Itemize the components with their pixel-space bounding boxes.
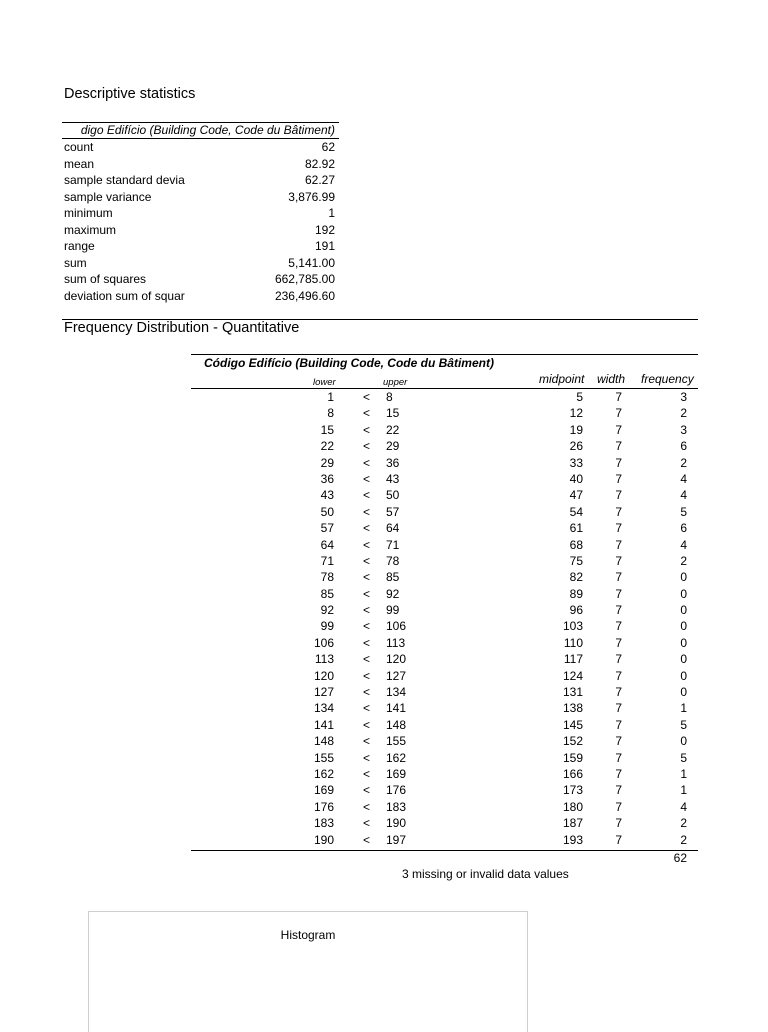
table-top-rule (191, 354, 698, 355)
cell-midpoint: 110 (563, 635, 583, 650)
cell-upper: 99 (386, 603, 400, 618)
cell-lower: 64 (320, 537, 334, 552)
frequency-row (0, 700, 768, 716)
cell-upper: 106 (386, 619, 407, 634)
frequency-variable-title: Código Edifício (Building Code, Code du Bâtiment) (204, 356, 494, 370)
cell-width: 7 (615, 783, 622, 798)
cell-lower: 99 (320, 619, 334, 634)
cell-lower: 162 (313, 766, 334, 781)
cell-lower: 22 (320, 439, 334, 454)
cell-lower: 176 (313, 799, 334, 814)
histogram-chart (88, 911, 528, 1032)
cell-lower: 155 (313, 750, 334, 765)
cell-less-than: < (363, 537, 371, 552)
cell-lower: 148 (313, 734, 334, 749)
cell-less-than: < (363, 406, 371, 421)
stat-row (62, 271, 339, 288)
cell-frequency: 2 (680, 816, 687, 831)
cell-midpoint: 5 (576, 390, 583, 404)
cell-frequency: 2 (680, 832, 687, 847)
cell-upper: 22 (386, 422, 400, 437)
col-header-width: width (597, 372, 626, 386)
cell-frequency: 3 (680, 422, 687, 437)
frequency-row (0, 635, 768, 651)
cell-lower: 36 (320, 471, 334, 486)
cell-width: 7 (615, 603, 622, 618)
cell-lower: 113 (314, 652, 334, 667)
cell-midpoint: 124 (562, 668, 583, 683)
frequency-row (0, 455, 768, 471)
cell-frequency: 0 (680, 603, 687, 618)
cell-frequency: 1 (680, 701, 687, 716)
stat-label: minimum (64, 206, 113, 220)
cell-width: 7 (615, 701, 622, 716)
cell-upper: 169 (386, 766, 407, 781)
cell-less-than: < (363, 750, 371, 765)
frequency-row (0, 799, 768, 815)
frequency-distribution-title: Frequency Distribution - Quantitative (64, 320, 300, 336)
cell-width: 7 (615, 455, 622, 470)
cell-frequency: 4 (680, 799, 687, 814)
cell-width: 7 (615, 717, 622, 732)
stat-label: range (64, 239, 95, 253)
cell-midpoint: 75 (569, 553, 583, 568)
stat-value: 3,876.99 (288, 189, 335, 204)
cell-less-than: < (363, 504, 371, 519)
stat-row (62, 189, 339, 206)
cell-lower: 169 (313, 783, 334, 798)
frequency-row (0, 487, 768, 503)
cell-lower: 141 (313, 717, 334, 732)
cell-less-than: < (363, 652, 371, 667)
cell-upper: 113 (386, 635, 406, 650)
cell-frequency: 0 (680, 586, 687, 601)
frequency-row (0, 684, 768, 700)
cell-width: 7 (615, 816, 622, 831)
cell-midpoint: 180 (562, 799, 583, 814)
cell-less-than: < (363, 799, 371, 814)
stat-row (62, 139, 339, 156)
cell-less-than: < (363, 603, 371, 618)
cell-less-than: < (363, 619, 371, 634)
frequency-rows (0, 389, 768, 848)
cell-upper: 8 (386, 390, 393, 404)
cell-frequency: 6 (680, 439, 687, 454)
descriptive-rows (62, 139, 339, 304)
cell-upper: 15 (386, 406, 400, 421)
cell-less-than: < (363, 553, 371, 568)
cell-less-than: < (363, 455, 371, 470)
frequency-row (0, 405, 768, 421)
cell-width: 7 (615, 570, 622, 585)
stat-value: 82.92 (304, 156, 335, 171)
cell-frequency: 6 (680, 521, 687, 536)
stat-row (62, 238, 339, 255)
stat-label: sum (64, 255, 87, 270)
cell-width: 7 (615, 488, 622, 503)
cell-frequency: 0 (680, 668, 687, 683)
table-bottom-rule (191, 850, 698, 851)
cell-lower: 120 (313, 668, 334, 683)
cell-midpoint: 47 (569, 488, 583, 503)
cell-lower: 43 (320, 488, 334, 503)
cell-width: 7 (615, 750, 622, 765)
cell-less-than: < (363, 701, 371, 716)
cell-frequency: 4 (680, 537, 687, 552)
cell-upper: 183 (386, 799, 407, 814)
cell-upper: 148 (386, 717, 407, 732)
stat-label: sample standard devia (64, 173, 185, 187)
cell-lower: 92 (320, 603, 334, 618)
cell-midpoint: 82 (569, 570, 583, 585)
cell-width: 7 (615, 668, 622, 683)
frequency-row (0, 389, 768, 405)
cell-width: 7 (615, 619, 622, 634)
stat-label: sample variance (64, 189, 152, 204)
cell-width: 7 (615, 521, 622, 536)
cell-upper: 78 (386, 553, 400, 568)
cell-frequency: 2 (680, 406, 687, 421)
cell-lower: 15 (320, 422, 334, 437)
descriptive-statistics-table (62, 122, 339, 304)
cell-width: 7 (615, 390, 622, 404)
cell-upper: 134 (386, 685, 407, 700)
cell-lower: 29 (320, 455, 334, 470)
stat-value: 1 (328, 206, 335, 220)
cell-upper: 190 (386, 816, 407, 831)
frequency-row (0, 422, 768, 438)
cell-upper: 155 (386, 734, 407, 749)
cell-upper: 85 (386, 570, 400, 585)
cell-less-than: < (363, 488, 371, 503)
frequency-row (0, 504, 768, 520)
cell-frequency: 5 (680, 504, 687, 519)
cell-width: 7 (615, 537, 622, 552)
cell-lower: 50 (320, 504, 334, 519)
cell-frequency: 1 (680, 783, 687, 798)
cell-midpoint: 159 (562, 750, 583, 765)
cell-upper: 71 (386, 537, 400, 552)
frequency-row (0, 651, 768, 667)
cell-midpoint: 96 (569, 603, 583, 618)
descriptive-statistics-title: Descriptive statistics (64, 86, 196, 102)
cell-midpoint: 152 (562, 734, 583, 749)
col-header-midpoint: midpoint (539, 372, 585, 386)
frequency-row (0, 750, 768, 766)
cell-upper: 162 (386, 750, 407, 765)
cell-width: 7 (615, 832, 622, 847)
cell-upper: 50 (386, 488, 400, 503)
stat-row (62, 156, 339, 173)
cell-less-than: < (363, 422, 371, 437)
cell-width: 7 (615, 766, 622, 781)
cell-less-than: < (363, 439, 371, 454)
frequency-row (0, 832, 768, 848)
cell-upper: 120 (386, 652, 407, 667)
stat-row (62, 255, 339, 272)
cell-less-than: < (363, 816, 371, 831)
stat-label: count (64, 140, 94, 154)
cell-midpoint: 187 (562, 816, 583, 831)
cell-less-than: < (363, 570, 371, 585)
frequency-row (0, 569, 768, 585)
cell-lower: 127 (313, 685, 334, 700)
stat-label: deviation sum of squar (64, 288, 185, 303)
stat-label: maximum (64, 222, 117, 237)
stat-value: 236,496.60 (274, 288, 335, 303)
stat-value: 62 (321, 140, 335, 154)
cell-less-than: < (363, 783, 371, 798)
cell-lower: 71 (320, 553, 334, 568)
stat-row (62, 222, 339, 239)
cell-midpoint: 61 (569, 521, 583, 536)
frequency-row (0, 815, 768, 831)
cell-upper: 197 (386, 832, 407, 847)
stat-value: 5,141.00 (288, 255, 335, 270)
frequency-row (0, 668, 768, 684)
cell-less-than: < (363, 832, 371, 847)
cell-less-than: < (363, 717, 371, 732)
cell-frequency: 0 (680, 619, 687, 634)
frequency-row (0, 520, 768, 536)
stat-row (62, 172, 339, 189)
stat-value: 192 (314, 222, 335, 237)
stat-label: mean (64, 156, 95, 171)
cell-less-than: < (363, 586, 371, 601)
cell-width: 7 (615, 685, 622, 700)
cell-midpoint: 145 (562, 717, 583, 732)
cell-frequency: 0 (680, 734, 687, 749)
col-header-upper: upper (383, 377, 408, 388)
cell-frequency: 1 (680, 766, 687, 781)
frequency-total: 62 (673, 851, 687, 865)
cell-frequency: 0 (680, 570, 687, 585)
cell-lower: 1 (327, 390, 334, 404)
cell-width: 7 (615, 799, 622, 814)
cell-midpoint: 173 (562, 783, 583, 798)
cell-lower: 190 (313, 832, 334, 847)
cell-width: 7 (615, 422, 622, 437)
cell-width: 7 (615, 734, 622, 749)
frequency-row (0, 717, 768, 733)
cell-upper: 29 (386, 439, 400, 454)
cell-frequency: 5 (680, 717, 687, 732)
frequency-row (0, 553, 768, 569)
cell-midpoint: 26 (569, 439, 583, 454)
cell-lower: 183 (313, 816, 334, 831)
cell-midpoint: 89 (569, 586, 583, 601)
cell-width: 7 (615, 504, 622, 519)
cell-midpoint: 19 (569, 422, 583, 437)
cell-frequency: 0 (680, 635, 687, 650)
cell-midpoint: 131 (562, 685, 583, 700)
frequency-row (0, 733, 768, 749)
cell-lower: 106 (313, 635, 334, 650)
cell-frequency: 4 (680, 471, 687, 486)
stat-label: sum of squares (64, 272, 147, 286)
cell-frequency: 0 (680, 685, 687, 700)
cell-frequency: 5 (680, 750, 687, 765)
histogram-title: Histogram (280, 928, 336, 942)
cell-upper: 36 (386, 455, 400, 470)
missing-data-note: 3 missing or invalid data values (402, 867, 569, 881)
cell-midpoint: 40 (569, 471, 583, 486)
cell-upper: 43 (386, 471, 400, 486)
cell-midpoint: 12 (569, 406, 583, 421)
cell-midpoint: 166 (562, 766, 583, 781)
frequency-row (0, 618, 768, 634)
frequency-row (0, 438, 768, 454)
cell-width: 7 (615, 553, 622, 568)
cell-width: 7 (615, 635, 622, 650)
cell-less-than: < (363, 734, 371, 749)
cell-lower: 85 (320, 586, 334, 601)
col-header-lower: lower (313, 377, 336, 388)
cell-midpoint: 33 (569, 455, 583, 470)
col-header-frequency: frequency (641, 372, 694, 386)
cell-midpoint: 54 (569, 504, 583, 519)
stat-value: 62.27 (304, 173, 335, 187)
cell-midpoint: 117 (563, 652, 583, 667)
cell-frequency: 0 (680, 652, 687, 667)
cell-frequency: 2 (680, 455, 687, 470)
cell-width: 7 (615, 652, 622, 667)
cell-lower: 57 (320, 521, 334, 536)
cell-less-than: < (363, 521, 371, 536)
cell-less-than: < (363, 390, 371, 404)
cell-midpoint: 103 (562, 619, 583, 634)
stat-row (62, 288, 339, 305)
cell-upper: 141 (386, 701, 407, 716)
stat-value: 662,785.00 (274, 272, 335, 286)
cell-frequency: 3 (680, 390, 687, 404)
cell-upper: 176 (386, 783, 407, 798)
descriptive-column-header: digo Edifício (Building Code, Code du Bâtiment) (62, 122, 339, 139)
frequency-row (0, 602, 768, 618)
cell-lower: 134 (313, 701, 334, 716)
cell-width: 7 (615, 406, 622, 421)
cell-upper: 127 (386, 668, 407, 683)
frequency-row (0, 537, 768, 553)
cell-width: 7 (615, 471, 622, 486)
cell-frequency: 2 (680, 553, 687, 568)
stat-row (62, 205, 339, 222)
cell-upper: 92 (386, 586, 400, 601)
cell-frequency: 4 (680, 488, 687, 503)
cell-less-than: < (363, 668, 371, 683)
cell-midpoint: 138 (562, 701, 583, 716)
cell-width: 7 (615, 439, 622, 454)
cell-less-than: < (363, 471, 371, 486)
cell-lower: 8 (327, 406, 334, 421)
frequency-row (0, 471, 768, 487)
cell-less-than: < (363, 766, 371, 781)
cell-lower: 78 (320, 570, 334, 585)
frequency-row (0, 766, 768, 782)
cell-upper: 64 (386, 521, 400, 536)
cell-midpoint: 193 (562, 832, 583, 847)
frequency-row (0, 586, 768, 602)
cell-less-than: < (363, 685, 371, 700)
cell-less-than: < (363, 635, 371, 650)
frequency-row (0, 782, 768, 798)
cell-width: 7 (615, 586, 622, 601)
stat-value: 191 (314, 239, 335, 253)
cell-upper: 57 (386, 504, 400, 519)
cell-midpoint: 68 (569, 537, 583, 552)
